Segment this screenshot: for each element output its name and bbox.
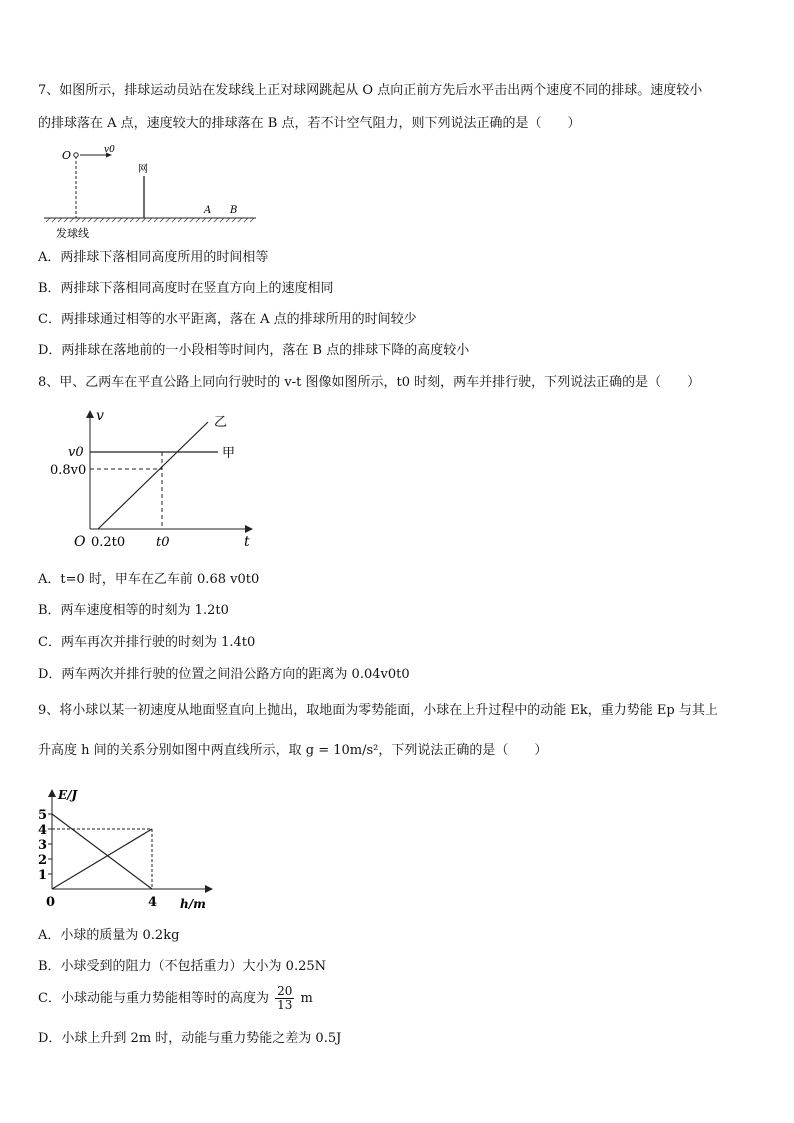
origin-label: O [74, 534, 86, 550]
q9-option-c[interactable] [38, 985, 313, 1012]
q9-option-b[interactable]: B．小球受到的阻力（不包括重力）大小为 0.25N [38, 959, 327, 974]
q9-stem-line2: 升高度 h 间的关系分别如图中两直线所示，取 g = 10m/s²，下列说法正确的是（ ） [38, 743, 548, 758]
tick-v0: v0 [68, 445, 84, 460]
q7-option-c[interactable]: C．两排球通过相等的水平距离，落在 A 点的排球所用的时间较少 [38, 312, 417, 327]
q7-stem-line2: 的排球落在 A 点，速度较大的排球落在 B 点，若不计空气阻力，则下列说法正确的是（ ） [38, 116, 581, 131]
fraction-numerator: 20 [277, 984, 293, 998]
q8-vt-chart [44, 406, 264, 551]
q7-option-a[interactable]: A．两排球下落相同高度所用的时间相等 [38, 250, 269, 265]
q8-option-d[interactable]: D．两车两次并排行驶的位置之间沿公路方向的距离为 0.04v0t0 [38, 667, 410, 682]
q9-option-d[interactable]: D．小球上升到 2m 时，动能与重力势能之差为 0.5J [38, 1031, 342, 1046]
point-o [74, 153, 78, 157]
q8-option-a[interactable]: A．t=0 时，甲车在乙车前 0.68 v0t0 [38, 572, 260, 587]
fraction-denominator: 13 [277, 998, 293, 1012]
q7-figure [38, 142, 268, 242]
label-net: 网 [138, 164, 148, 175]
series-yi [98, 422, 208, 529]
fraction-20-13 [275, 985, 294, 1012]
origin-label: 0 [46, 895, 56, 910]
tick-02t0: 0.2t0 [91, 535, 126, 550]
q8-stem-line1: 8、甲、乙两车在平直公路上同向行驶时的 v-t 图像如图所示，t0 时刻，两车并排行驶，下列说法正确的是（ ） [38, 375, 701, 390]
tick-y-1: 1 [38, 868, 48, 883]
axis-label-v: v [96, 408, 104, 424]
label-yi: 乙 [214, 415, 228, 430]
tick-y-2: 2 [38, 853, 48, 868]
tick-y-5: 5 [38, 808, 48, 823]
label-o: O [62, 149, 72, 162]
q9-eh-chart [34, 784, 224, 914]
tick-08v0: 0.8v0 [50, 463, 87, 478]
series-ek [52, 814, 152, 889]
tick-y-3: 3 [38, 838, 48, 853]
tick-y-4: 4 [38, 823, 48, 838]
tick-t0: t0 [156, 535, 170, 550]
axis-label-t: t [244, 534, 250, 550]
ground-hatching [46, 218, 254, 222]
q8-option-c[interactable]: C．两车再次并排行驶的时刻为 1.4t0 [38, 635, 256, 650]
series-ep [52, 829, 152, 889]
q7-stem-line1: 7、如图所示，排球运动员站在发球线上正对球网跳起从 O 点向正前方先后水平击出两个速度不同的排球。速度较小 [38, 83, 703, 98]
label-v0: v0 [104, 145, 115, 155]
q9-stem-line1: 9、将小球以某一初速度从地面竖直向上抛出，取地面为零势能面，小球在上升过程中的动能 Ek，重力势能 Ep 与其上 [38, 703, 718, 718]
q7-option-b[interactable]: B．两排球下落相同高度时在竖直方向上的速度相同 [38, 281, 334, 296]
q9-option-c-text: C．小球动能与重力势能相等时的高度为 [38, 991, 269, 1006]
label-b: B [230, 205, 238, 216]
q9-option-c-unit: m [300, 991, 313, 1006]
axis-label-h: h/m [180, 897, 206, 911]
label-jia: 甲 [222, 446, 236, 461]
q9-option-a[interactable]: A．小球的质量为 0.2kg [38, 928, 180, 943]
q7-option-d[interactable]: D．两排球在落地前的一小段相等时间内，落在 B 点的排球下降的高度较小 [38, 343, 470, 358]
axis-label-e: E/J [58, 788, 78, 802]
tick-x-4: 4 [148, 895, 158, 910]
q8-option-b[interactable]: B．两车速度相等的时刻为 1.2t0 [38, 603, 229, 618]
label-a: A [204, 205, 212, 216]
label-serve-line: 发球线 [56, 227, 89, 240]
